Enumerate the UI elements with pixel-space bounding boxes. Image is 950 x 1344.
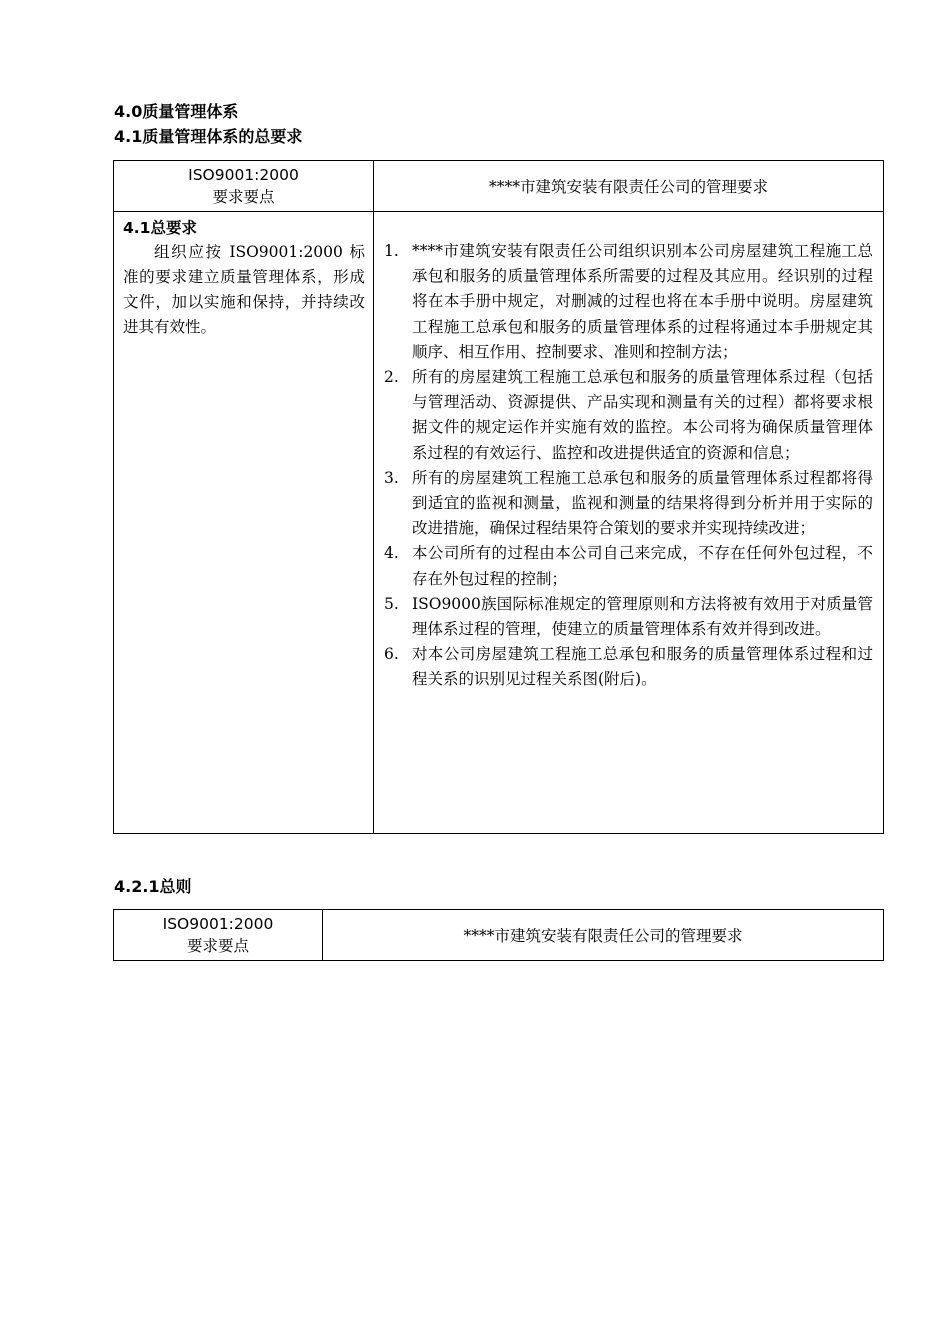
requirements-list (384, 239, 873, 693)
list-item-text: 所有的房屋建筑工程施工总承包和服务的质量管理体系过程（包括与管理活动、资源提供、产品实现和测量有关的过程）都将要求根据文件的规定运作并实施有效的监控。本公司将为确保质量管理体系过程的有效运行、监控和改进提供适宜的资源和信息； (412, 368, 873, 462)
table1-header-left-line1: ISO9001:2000 (188, 166, 299, 184)
table1-header-left (114, 161, 374, 212)
list-item-number: 4. (384, 544, 399, 563)
heading-4-1: 4.1质量管理体系的总要求 (114, 127, 303, 146)
list-item-number: 3. (384, 468, 399, 487)
heading-4-0: 4.0质量管理体系 (114, 102, 239, 121)
list-item (384, 466, 873, 542)
list-item-text: 所有的房屋建筑工程施工总承包和服务的质量管理体系过程都将得到适宜的监视和测量，监视和测量的结果将得到分析并用于实际的改进措施，确保过程结果符合策划的要求并实现持续改进； (412, 468, 873, 538)
list-item-text: 本公司所有的过程由本公司自己来完成，不存在任何外包过程，不存在外包过程的控制； (412, 544, 873, 588)
list-item-text: ****市建筑安装有限责任公司组织识别本公司房屋建筑工程施工总承包和服务的质量管理体系所需要的过程及其应用。经识别的过程将在本手册中规定，对删减的过程也将在本手册中说明。房屋建筑工程施工总承包和服务的质量管理体系的过程将通过本手册规定其顺序、相互作用、控制要求、准则和控制方法； (412, 242, 873, 361)
table2-header-left-line2: 要求要点 (186, 937, 249, 955)
table1-header-right: ****市建筑安装有限责任公司的管理要求 (374, 161, 884, 212)
requirements-table-1 (113, 160, 884, 834)
list-item-text: ISO9000族国际标准规定的管理原则和方法将被有效用于对质量管理体系过程的管理，使建立的质量管理体系有效并得到改进。 (412, 594, 873, 639)
section-title: 4.1总要求 (123, 219, 197, 237)
heading-4-2-1: 4.2.1总则 (114, 877, 192, 896)
list-item-number: 6. (384, 645, 399, 664)
list-item (384, 541, 873, 591)
table1-left-cell (114, 212, 374, 834)
list-item-number: 2. (384, 368, 399, 387)
requirements-table-2 (113, 909, 884, 961)
list-item (384, 592, 873, 642)
list-item-number: 5. (384, 594, 399, 613)
section-text: 组织应按 ISO9001:2000 标准的要求建立质量管理体系，形成文件，加以实施和保持，并持续改进其有效性。 (123, 243, 365, 336)
table1-header-left-line2: 要求要点 (212, 188, 275, 206)
table2-header-left (114, 910, 323, 961)
table1-right-cell (374, 212, 884, 834)
list-item (384, 365, 873, 466)
list-item-text: 对本公司房屋建筑工程施工总承包和服务的质量管理体系过程和过程关系的识别见过程关系图(附后)。 (412, 645, 873, 689)
list-item (384, 239, 873, 365)
list-item-number: 1. (384, 242, 399, 260)
table2-header-left-line1: ISO9001:2000 (162, 915, 274, 933)
table2-header-right: ****市建筑安装有限责任公司的管理要求 (323, 910, 884, 961)
list-item (384, 642, 873, 692)
